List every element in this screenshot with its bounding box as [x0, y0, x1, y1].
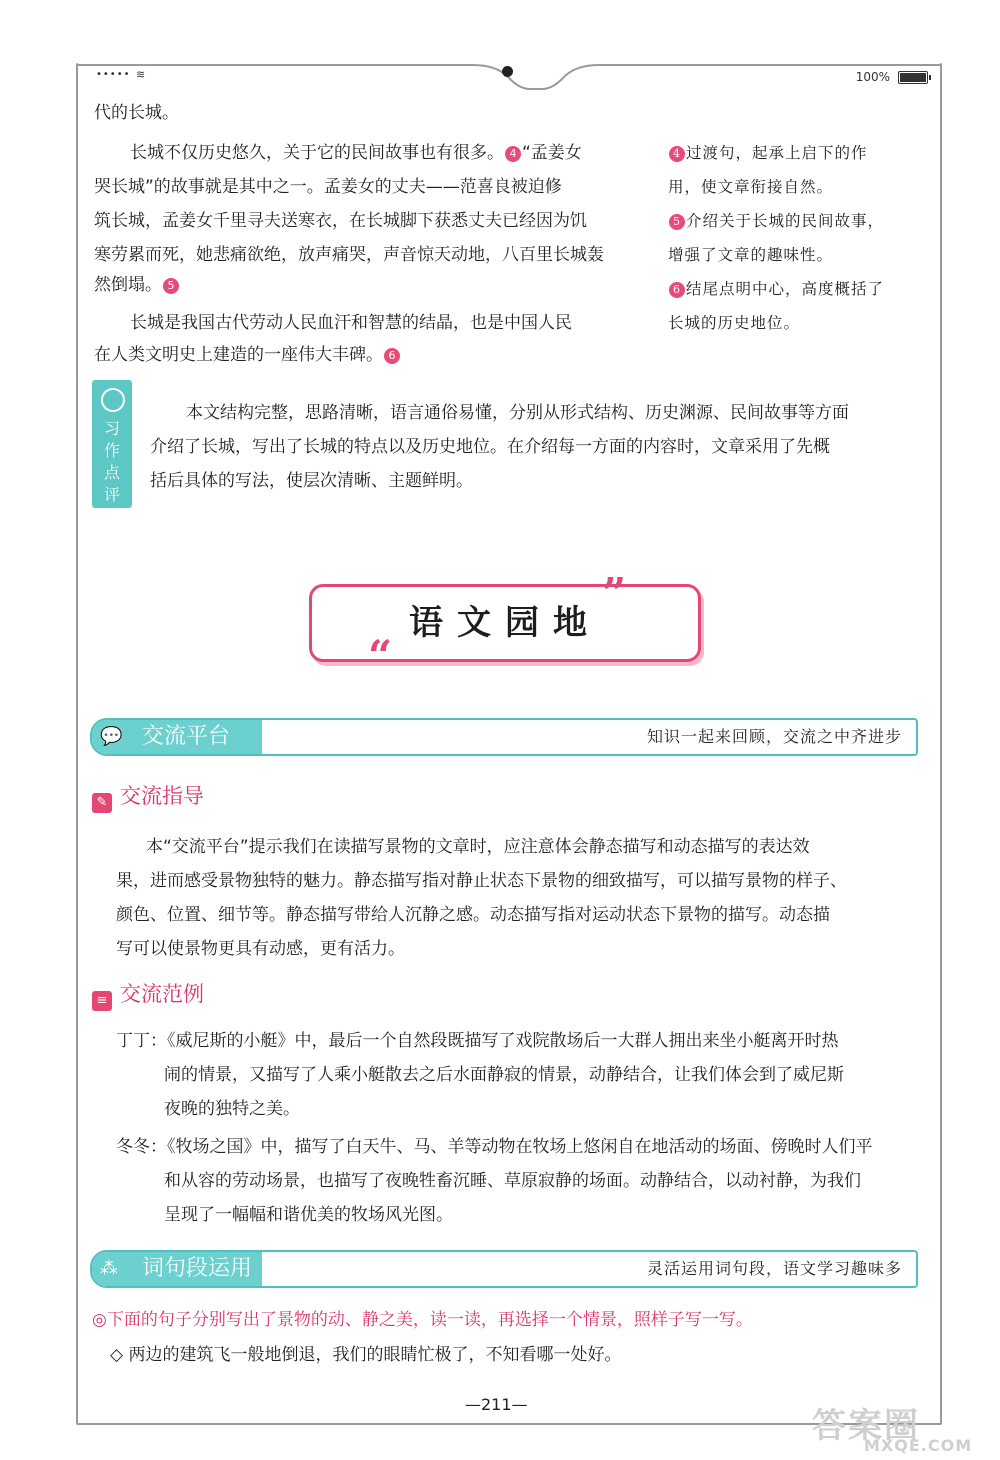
guide-line: 果，进而感受景物独特的魅力。静态描写指对静止状态下景物的细致描写，可以描写景物的样子、	[116, 871, 847, 891]
review-line: 本文结构完整，思路清晰，语言通俗易懂，分别从形式结构、历史渊源、民间故事等方面	[186, 403, 849, 423]
signal-icon: •••••	[96, 69, 131, 80]
marker-5: 5	[163, 278, 179, 294]
example-line: 呈现了一幅幅和谐优美的牧场风光图。	[164, 1205, 453, 1225]
essay-line: 代的长城。	[94, 103, 179, 123]
essay-line: 寒劳累而死，她悲痛欲绝，放声痛哭，声音惊天动地，八百里长城轰	[94, 245, 604, 265]
section-title: 语文园地	[409, 603, 601, 643]
battery-icon	[898, 71, 928, 84]
banner-title: 词句段运用	[142, 1256, 253, 1281]
watermark-url: MXQE.COM	[864, 1436, 973, 1455]
banner-usage	[90, 1250, 918, 1288]
task-instruction: ◎下面的句子分别写出了景物的动、静之美，读一读，再选择一个情景，照样子写一写。	[92, 1310, 753, 1330]
essay-line: 在人类文明史上建造的一座伟大丰碑。 6	[94, 338, 401, 372]
essay-line: 哭长城”的故事就是其中之一。孟姜女的丈夫——范喜良被迫修	[94, 177, 562, 197]
watermark-logo: 答案圈	[812, 1406, 920, 1446]
speaker: 丁丁：	[116, 1031, 167, 1051]
note-4: 4 过渡句，起承上启下的作	[668, 136, 868, 170]
camera-icon	[502, 66, 513, 77]
guide-line: 颜色、位置、细节等。静态描写带给人沉静之感。动态描写指对运动状态下景物的描写。动态描	[116, 905, 830, 925]
battery-percent: 100%	[855, 70, 890, 84]
review-tag	[92, 380, 132, 508]
guide-line: 本“交流平台”提示我们在读描写景物的文章时，应注意体会静态描写和动态描写的表达效	[146, 837, 810, 857]
chat-icon: 💬	[100, 726, 123, 747]
page-number: —211—	[465, 1395, 528, 1414]
note-5-cont: 增强了文章的趣味性。	[668, 246, 834, 264]
note-4-cont: 用，使文章衔接自然。	[668, 178, 834, 196]
pen-icon	[101, 388, 125, 412]
note-6-cont: 长城的历史地位。	[668, 314, 801, 332]
example-line: 丁丁：《威尼斯的小艇》中，最后一个自然段既描写了戏院散场后一大群人拥出来坐小艇离开时热	[116, 1031, 839, 1051]
review-tag-label: 习作点评	[103, 419, 120, 504]
guide-heading: ✎ 交流指导	[92, 780, 204, 813]
example-line: 和从容的劳动场景，也描写了夜晚牲畜沉睡、草原寂静的场面。动静结合，以动衬静，为我们	[164, 1171, 861, 1191]
essay-line: 然倒塌。 5	[94, 268, 180, 302]
essay-line: 长城不仅历史悠久，关于它的民间故事也有很多。 4 “孟姜女	[130, 143, 582, 163]
marker-6: 6	[384, 348, 400, 364]
speaker: 冬冬：	[116, 1137, 167, 1157]
list-icon: ≡	[92, 991, 112, 1011]
note-6: 6 结尾点明中心，高度概括了	[668, 272, 884, 306]
banner-slogan: 知识一起来回顾，交流之中齐进步	[646, 727, 902, 746]
guide-line: 写可以使景物更具有动感，更有活力。	[116, 939, 405, 959]
compass-icon: ✎	[92, 793, 112, 813]
quote-close-icon: ”	[602, 569, 627, 618]
note-5: 5 介绍关于长城的民间故事，	[668, 204, 884, 238]
banner-slogan: 灵活运用词句段，语文学习趣味多	[646, 1259, 902, 1278]
banner-exchange	[90, 718, 918, 756]
essay-line: 筑长城，孟姜女千里寻夫送寒衣，在长城脚下获悉丈夫已经因为饥	[94, 211, 587, 231]
example-sentence: ◇ 两边的建筑飞一般地倒退，我们的眼睛忙极了，不知看哪一处好。	[110, 1345, 622, 1365]
wifi-icon: ≋	[136, 68, 146, 81]
example-line: 闹的情景，又描写了人乘小艇散去之后水面静寂的情景，动静结合，让我们体会到了威尼斯	[164, 1065, 844, 1085]
quote-open-icon: “	[368, 631, 393, 680]
banner-title: 交流平台	[142, 724, 231, 749]
example-line: 冬冬：《牧场之国》中，描写了白天牛、马、羊等动物在牧场上悠闲自在地活动的场面、傍晚时人们平	[116, 1137, 873, 1157]
review-line: 括后具体的写法，使层次清晰、主题鲜明。	[150, 471, 473, 491]
examples-heading: ≡ 交流范例	[92, 978, 204, 1011]
stack-icon: ⁂	[100, 1258, 118, 1279]
review-line: 介绍了长城，写出了长城的特点以及历史地位。在介绍每一方面的内容时，文章采用了先概	[150, 437, 830, 457]
essay-line: 长城是我国古代劳动人民血汗和智慧的结晶，也是中国人民	[130, 313, 572, 333]
example-line: 夜晚的独特之美。	[164, 1099, 300, 1119]
marker-4: 4	[505, 146, 521, 162]
